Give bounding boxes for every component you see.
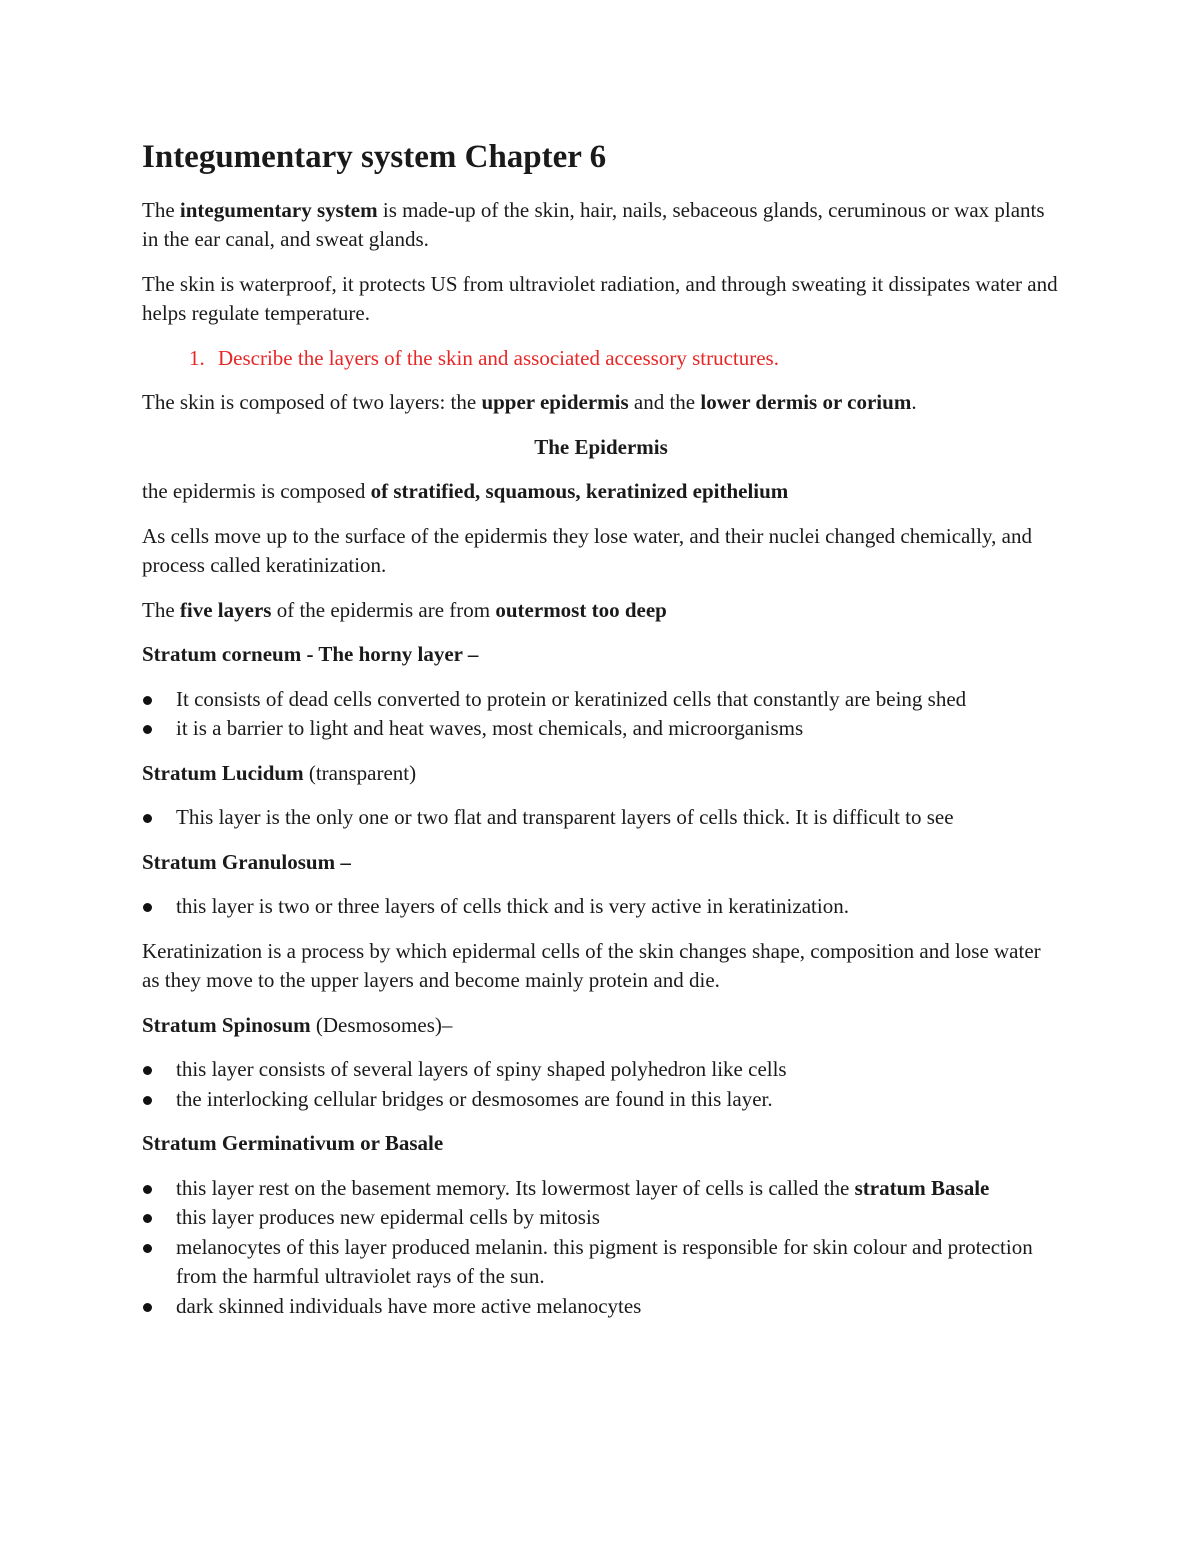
- lucidum-list: [142, 803, 1060, 833]
- list-item-text: this layer is two or three layers of cells thick and is very active in keratinization.: [176, 894, 849, 919]
- list-item-text: melanocytes of this layer produced melanin. this pigment is responsible for skin colour and protection from the harmful ultraviolet rays of the sun.: [176, 1234, 1033, 1289]
- skin-functions-paragraph: The skin is waterproof, it protects US from ultraviolet radiation, and through sweating it dissipates water and helps regulate temperature.: [142, 271, 1058, 326]
- composition-bold: of stratified, squamous, keratinized epithelium: [370, 479, 789, 504]
- bullet-icon: [143, 725, 152, 734]
- spinosum-list: [142, 1055, 1060, 1114]
- corneum-heading: [142, 640, 1060, 670]
- spinosum-heading-note: (Desmosomes)–: [310, 1012, 453, 1037]
- list-item: [176, 892, 1060, 922]
- corneum-heading-text: Stratum corneum - The horny layer –: [142, 642, 479, 667]
- list-item-text: the interlocking cellular bridges or desmosomes are found in this layer.: [176, 1086, 773, 1111]
- composition-text: the epidermis is composed: [142, 479, 371, 504]
- objective-item: 1. Describe the layers of the skin and associated accessory structures.: [210, 344, 1060, 374]
- bullet-icon: [143, 1066, 152, 1075]
- bullet-icon: [143, 1303, 152, 1312]
- keratinization-intro-paragraph: As cells move up to the surface of the epidermis they lose water, and their nuclei changed chemically, and process called keratinization.: [142, 523, 1032, 578]
- list-item: [176, 1055, 1060, 1085]
- list-item-text: This layer is the only one or two flat and transparent layers of cells thick. It is difficult to see: [176, 805, 954, 830]
- intro-paragraph: [142, 196, 1060, 255]
- intro-text-1: The: [142, 197, 180, 222]
- intro-text-2: is made-up of the skin, hair, nails, sebaceous glands, ceruminous or wax plants in the ear canal, and sweat glands.: [142, 197, 1045, 252]
- five-layers-bold-2: outermost too deep: [495, 597, 667, 622]
- list-item-text: this layer produces new epidermal cells by mitosis: [176, 1205, 600, 1230]
- objectives-list: [142, 344, 1060, 374]
- list-item: [176, 1174, 1060, 1204]
- spinosum-heading: [142, 1011, 1060, 1041]
- epidermis-heading-text: The Epidermis: [534, 434, 668, 459]
- spinosum-heading-text: Stratum Spinosum: [142, 1012, 311, 1037]
- list-item: [176, 714, 1060, 744]
- list-item: [176, 803, 1060, 833]
- corneum-list: [142, 685, 1060, 744]
- bullet-icon: [143, 903, 152, 912]
- granulosum-heading: [142, 848, 1060, 878]
- granulosum-heading-text: Stratum Granulosum –: [142, 849, 351, 874]
- layers-bold-1: upper epidermis: [481, 390, 629, 415]
- layers-text-1: The skin is composed of two layers: the: [142, 390, 482, 415]
- epidermis-heading: [142, 433, 1060, 463]
- five-layers-bold-1: five layers: [179, 597, 272, 622]
- epidermis-composition-paragraph: [142, 477, 1060, 507]
- bullet-icon: [143, 696, 152, 705]
- list-item-text: It consists of dead cells converted to protein or keratinized cells that constantly are being shed: [176, 686, 967, 711]
- list-item-text: it is a barrier to light and heat waves, most chemicals, and microorganisms: [176, 716, 804, 741]
- intro-bold-term: integumentary system: [179, 197, 378, 222]
- keratinization-definition-paragraph: Keratinization is a process by which epidermal cells of the skin changes shape, composition and lose water as they move to the upper layers and become mainly protein and die.: [142, 938, 1041, 993]
- lucidum-heading: [142, 759, 1060, 789]
- list-item: [176, 1233, 1060, 1292]
- list-item: [176, 685, 1060, 715]
- list-item: [176, 1203, 1060, 1233]
- list-item-text: dark skinned individuals have more active melanocytes: [176, 1293, 642, 1318]
- five-layers-paragraph: [142, 596, 1060, 626]
- page-title: Integumentary system Chapter 6: [142, 139, 607, 175]
- bullet-icon: [143, 1185, 152, 1194]
- lucidum-heading-note: (transparent): [303, 760, 417, 785]
- granulosum-list: [142, 892, 1060, 922]
- list-item: [176, 1292, 1060, 1322]
- bullet-icon: [143, 1214, 152, 1223]
- bullet-icon: [143, 814, 152, 823]
- skin-layers-paragraph: [142, 388, 1060, 418]
- list-item-bold-text: stratum Basale: [854, 1175, 990, 1200]
- list-item-text: this layer consists of several layers of spiny shaped polyhedron like cells: [176, 1057, 787, 1082]
- five-layers-text-1: The: [142, 597, 180, 622]
- list-item-text: this layer rest on the basement memory. Its lowermost layer of cells is called the: [176, 1175, 855, 1200]
- layers-text-2: and the: [628, 390, 701, 415]
- bullet-icon: [143, 1244, 152, 1253]
- bullet-icon: [143, 1096, 152, 1105]
- germinativum-list: [142, 1174, 1060, 1322]
- layers-text-3: .: [911, 390, 917, 415]
- germinativum-heading-text: Stratum Germinativum or Basale: [142, 1131, 444, 1156]
- lucidum-heading-text: Stratum Lucidum: [142, 760, 304, 785]
- list-item: [176, 1085, 1060, 1115]
- germinativum-heading: [142, 1129, 1060, 1159]
- five-layers-text-2: of the epidermis are from: [271, 597, 496, 622]
- layers-bold-2: lower dermis or corium: [700, 390, 912, 415]
